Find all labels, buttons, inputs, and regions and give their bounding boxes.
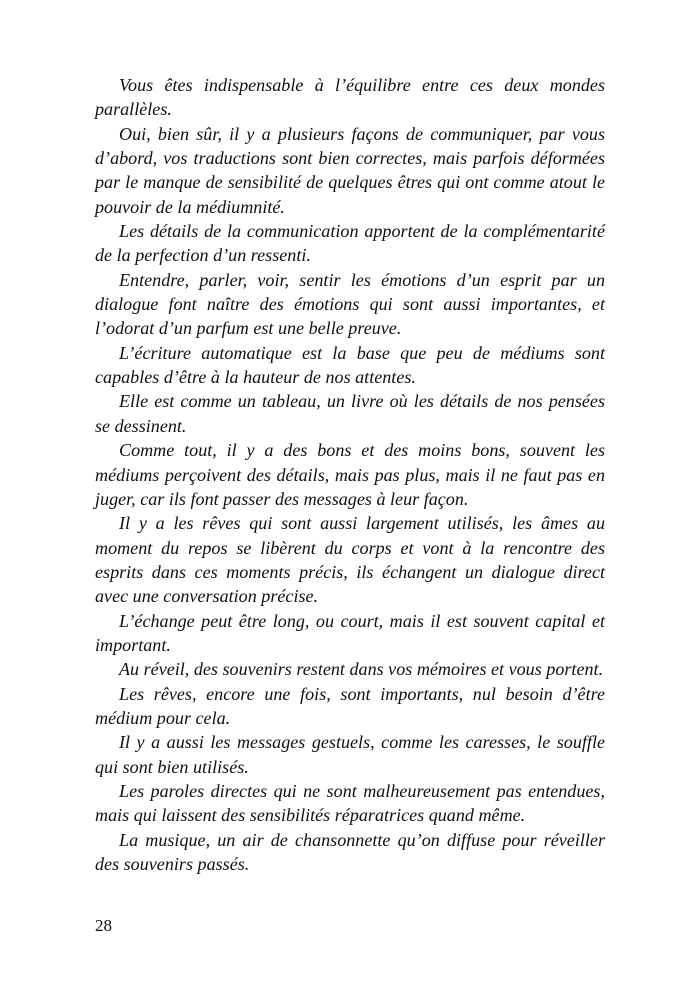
paragraph: L’écriture automatique est la base que peu de médiums sont capables d’être à la hauteur de nos attentes. — [95, 342, 605, 388]
paragraph: Elle est comme un tableau, un livre où les détails de nos pensées se dessinent. — [95, 391, 605, 436]
paragraph: L’échange peut être long, ou court, mais il est souvent capital et important. — [95, 610, 605, 655]
page-body — [95, 73, 605, 876]
paragraph: Les détails de la communication apportent de la complémentarité de la perfection d’un ressenti. — [95, 221, 605, 266]
paragraph: Les paroles directes qui ne sont malheureusement pas entendues, mais qui laissent des sensibilités réparatrices quand même. — [95, 780, 605, 826]
paragraph: Entendre, parler, voir, sentir les émotions d’un esprit par un dialogue font naître des émotions qui sont aussi importantes, et l’odorat d’un parfum est une belle preuve. — [95, 269, 605, 339]
paragraph: Il y a aussi les messages gestuels, comme les caresses, le souffle qui sont bien utilisés. — [95, 732, 605, 777]
paragraph: Comme tout, il y a des bons et des moins bons, souvent les médiums perçoivent des détails, mais pas plus, mais il ne faut pas en juger, car ils font passer des messages à leur façon. — [95, 440, 605, 509]
paragraph: La musique, un air de chansonnette qu’on diffuse pour réveiller des souvenirs passés. — [95, 829, 605, 874]
paragraph: Vous êtes indispensable à l’équilibre entre ces deux mondes parallèles. — [95, 75, 605, 120]
paragraph: Il y a les rêves qui sont aussi largement utilisés, les âmes au moment du repos se libèrent du corps et vont à la rencontre des esprits dans ces moments précis, ils échangent un dialogue direct avec une conversation précise. — [95, 513, 605, 607]
paragraph: Oui, bien sûr, il y a plusieurs façons de communiquer, par vous d’abord, vos traductions sont bien correctes, mais parfois déformées par le manque de sensibilité de quelques êtres qui ont comme atout le pouvoir de la médiumnité. — [95, 123, 605, 217]
paragraph: Les rêves, encore une fois, sont importants, nul besoin d’être médium pour cela. — [95, 683, 605, 728]
page-number: 28 — [95, 916, 112, 935]
paragraph: Au réveil, des souvenirs restent dans vos mémoires et vous portent. — [119, 659, 604, 680]
